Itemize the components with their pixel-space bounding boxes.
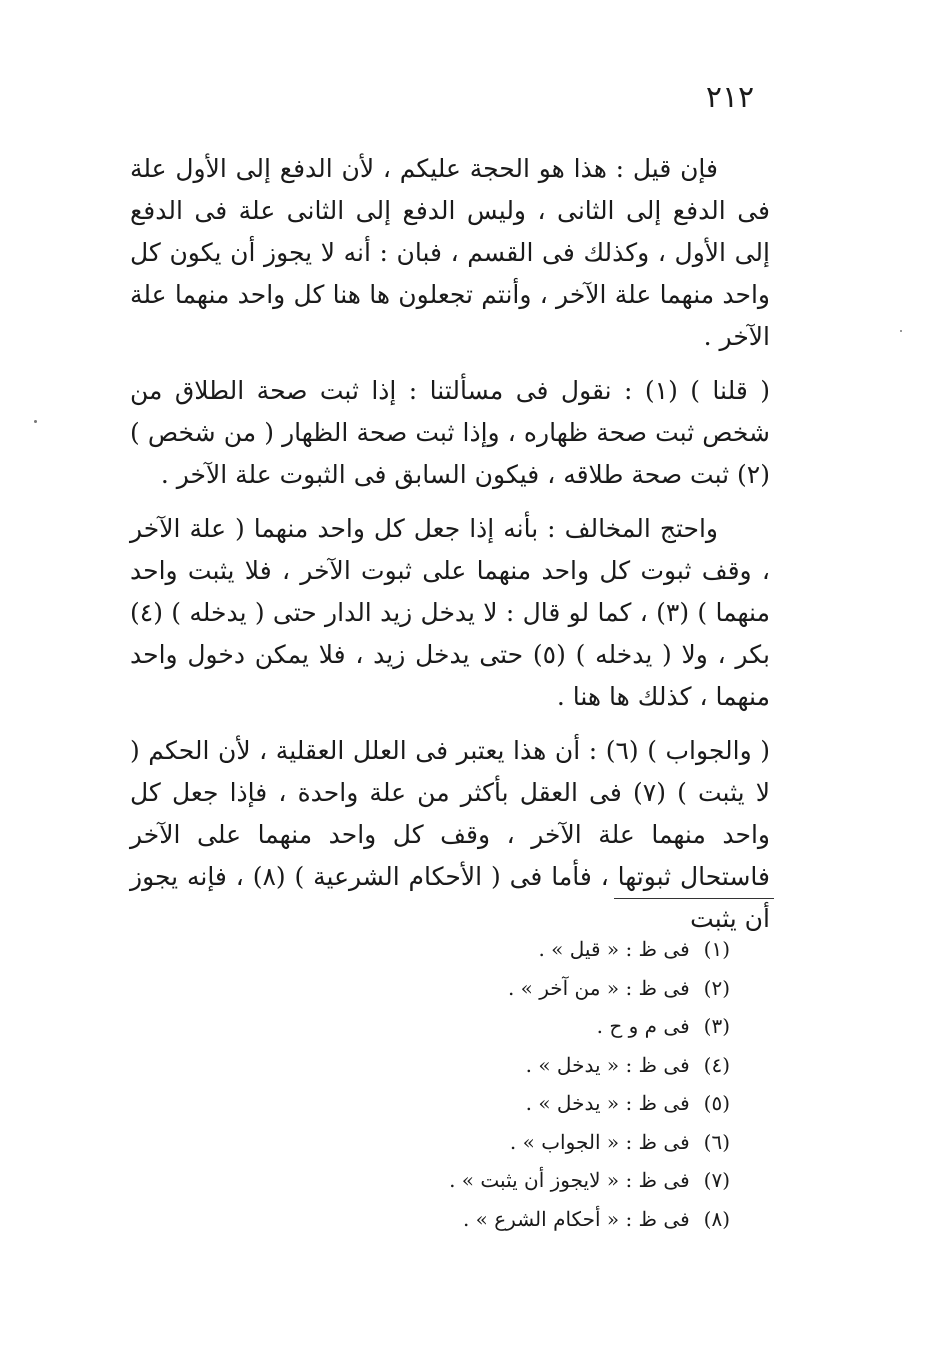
footnote-number: (١): [703, 937, 730, 961]
footnote-number: (٣): [703, 1014, 730, 1038]
footnote-number: (٥): [703, 1091, 730, 1115]
footnote-5: [300, 1084, 730, 1123]
footnote-number: (٤): [703, 1052, 730, 1077]
scan-speck: [34, 420, 37, 423]
footnote-4: [300, 1046, 730, 1085]
footnotes: [300, 930, 730, 1238]
paragraph-2: ( قلنا ) (١) : نقول فى مسألتنا : إذا ثبت صحة الطلاق من شخص ثبت صحة ظهاره ، وإذا ثبت صحة الظهار ( من شخص ) (٢) ثبت صحة طلاقه ، فيكون السابق فى الثبوت علة الآخر .: [130, 376, 770, 489]
paragraph-1: فإن قيل : هذا هو الحجة عليكم ، لأن الدفع إلى الأول علة فى الدفع إلى الثانى ، وليس الدفع إلى الثانى علة فى الدفع إلى الأول ، وكذلك فى القسم ، فبان : أنه لا يجوز أن يكون كل واحد منهما علة الآخر ، وأنتم تجعلون ها هنا كل واحد منهما علة الآخر .: [130, 154, 770, 351]
footnote-text: فى ظ : « قيل » .: [538, 937, 690, 961]
footnote-number: (٧): [703, 1168, 730, 1192]
footnote-text: فى م و ح .: [596, 1014, 690, 1038]
footnote-text: فى ظ : « يدخل » .: [525, 1091, 690, 1115]
footnote-number: (٢): [703, 975, 730, 1000]
footnote-number: (٨): [703, 1206, 730, 1231]
footnote-7: [300, 1161, 730, 1200]
paragraph-4: ( والجواب ) (٦) : أن هذا يعتبر فى العلل العقلية ، لأن الحكم ( لا يثبت ) (٧) فى العقل بأكثر من علة واحدة ، فإذا جعل كل واحد منهما علة الآخر ، وقف كل واحد منهما على الآخر فاستحال ثبوتها ، فأما فى ( الأحكام الشرعية ) (٨) ، فإنه يجوز أن يثبت: [130, 736, 770, 933]
footnote-text: فى ظ : « أحكام الشرع » .: [462, 1206, 690, 1231]
footnote-1: [300, 930, 730, 969]
footnote-3: [300, 1007, 730, 1046]
scan-speck: [900, 330, 902, 332]
footnote-8: [300, 1200, 730, 1239]
footnote-6: [300, 1123, 730, 1162]
footnote-number: (٦): [703, 1129, 730, 1154]
footnote-text: فى ظ : « يدخل » .: [525, 1052, 690, 1077]
footnote-separator: [614, 898, 774, 899]
footnote-text: فى ظ : « لايجوز أن يثبت » .: [449, 1168, 690, 1192]
footnote-text: فى ظ : « الجواب » .: [509, 1129, 690, 1154]
footnote-text: فى ظ : « من آخر » .: [507, 975, 690, 1000]
main-text: [130, 148, 770, 952]
paragraph-3: واحتج المخالف : بأنه إذا جعل كل واحد منهما ( علة الآخر ، وقف ثبوت كل واحد منهما على ثبوت الآخر ، فلا يثبت واحد منهما ) (٣) ، كما لو قال : لا يدخل زيد الدار حتى ( يدخله ) (٤) بكر ، ولا ( يدخله ) (٥) حتى يدخل زيد ، فلا يمكن دخول واحد منهما ، كذلك ها هنا .: [130, 514, 770, 711]
page-number: ٢١٢: [705, 80, 755, 115]
footnote-2: [300, 969, 730, 1008]
